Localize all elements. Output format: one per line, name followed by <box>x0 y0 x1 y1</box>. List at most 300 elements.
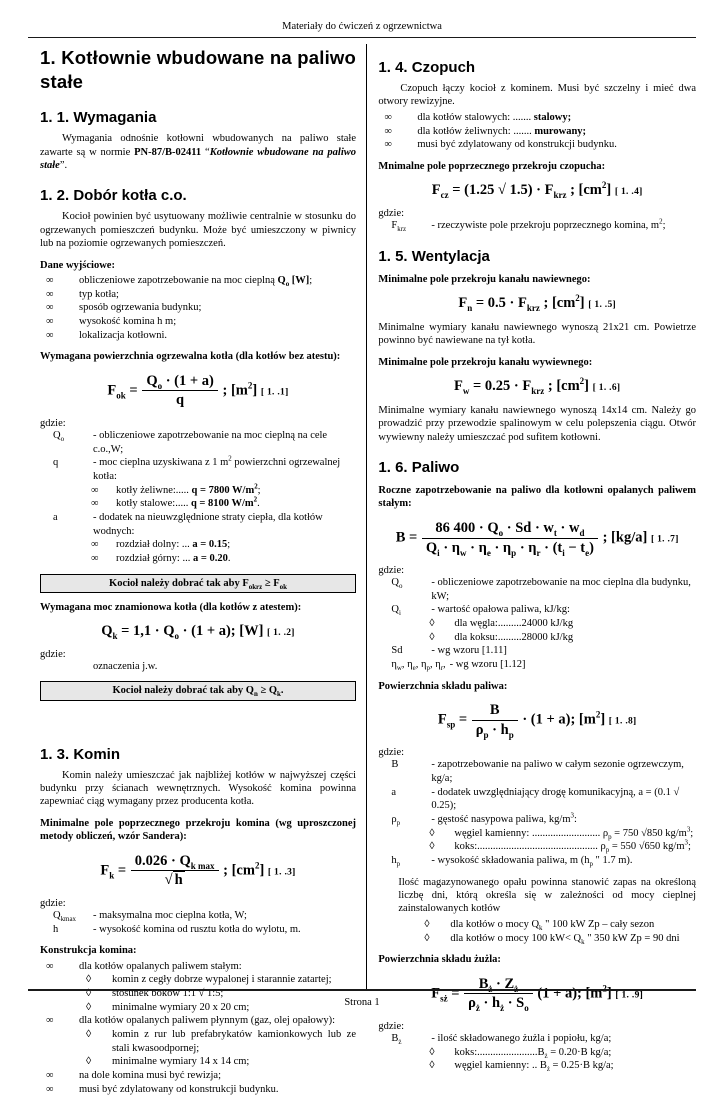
text-run: murowany; <box>534 125 587 137</box>
text-run: Dane wyjściowe: <box>40 259 115 271</box>
text-run: ] <box>579 294 589 311</box>
definition-row <box>391 854 696 868</box>
text-run: ; [cm <box>539 294 576 311</box>
where-label: gdzie: <box>40 898 66 910</box>
text-run: kmax <box>60 916 76 924</box>
bullet-marker-icon: ∞ <box>384 139 392 151</box>
section-heading: 1. 5. Wentylacja <box>378 247 490 265</box>
formula <box>40 853 356 889</box>
text-run: , η <box>415 659 427 671</box>
sqrt <box>173 871 185 888</box>
fraction-numerator <box>472 702 518 721</box>
list-item-text <box>112 1028 356 1055</box>
text-run: Wymagana moc znamionowa kotła (dla kotłów z atestem): <box>40 601 302 613</box>
definition-text <box>431 1032 696 1046</box>
text-run: h <box>391 854 397 866</box>
text-run: 2 <box>579 376 585 387</box>
text-run: dla kotłów opalanych paliwem płynnym (gaz, olej opałowy): <box>79 1015 336 1027</box>
text-run: k <box>112 631 118 641</box>
bullet-marker-icon: ◊ <box>429 827 435 839</box>
text-run: ; <box>257 484 261 496</box>
bold-label <box>378 680 696 693</box>
list-item <box>40 1083 356 1096</box>
definition-sub-item <box>391 631 696 645</box>
text-run: = <box>447 985 464 1002</box>
text-run: krz <box>526 302 540 313</box>
bullet-marker-icon: ∞ <box>384 125 392 137</box>
text-run: p <box>608 833 612 841</box>
left-column <box>40 44 356 1095</box>
definition-term <box>53 909 93 923</box>
text-run: F <box>431 182 441 199</box>
text-run: Minimalne pole poprzecznego przekroju komina (wg uproszczonej metody obliczeń, wzór Sandera): <box>40 817 356 843</box>
text-run: ok <box>116 390 126 401</box>
text-run: koks:.......................B <box>454 1046 545 1058</box>
list-item <box>40 288 356 302</box>
text-run: Kocioł powinien być usytuowany możliwie centralnie w stosunku do ogrzewanych pomieszczeń budynku. Może być umieszczony w piwnicy lub na poziomie ogrzewanych pomieszczeń. <box>40 211 356 250</box>
text-run: Q <box>101 623 113 640</box>
formula <box>378 702 696 738</box>
text-run: q <box>53 457 59 469</box>
bold-label <box>40 259 356 272</box>
list-item-text <box>112 1055 356 1069</box>
text-run: - obliczeniowe zapotrzebowanie na moc cieplna dla budynku, kW; <box>431 577 691 602</box>
text-run: o <box>498 527 504 538</box>
fraction-denominator <box>472 721 518 739</box>
text-run: ; [m <box>218 382 248 399</box>
text-run: Q <box>391 604 399 616</box>
text-run: - wysokość komina od rusztu kotła do wylotu, m. <box>93 923 301 935</box>
text-run: Q <box>53 430 61 442</box>
text-run: a = 0.20 <box>192 552 228 564</box>
definition-term <box>391 603 431 617</box>
definition-sub-item <box>53 538 356 552</box>
document-title: 1. Kotłownie wbudowane na paliwo stałe <box>40 47 356 93</box>
text-run: ] <box>584 377 593 394</box>
text-run: Minimalne wymiary kanału nawiewnego wynoszą 14x14 cm. Należy go prowadzić przy przewodzie spalinowym w celu polepszenia ciągu. Otwór wywiewny należy umieszczać pod sufitem kotłowni. <box>378 404 696 443</box>
definition-sub-item <box>53 484 356 498</box>
text-run: - wartość opałowa paliwa, kJ/kg: <box>431 604 570 616</box>
where-label: gdzie: <box>378 1020 405 1032</box>
where-label: gdzie: <box>40 648 66 660</box>
text-run: węgiel kamienny: .......................... ρ <box>454 827 609 839</box>
text-run: " 1.7 m). <box>592 854 633 866</box>
bullet-marker-icon: ◊ <box>429 1046 435 1058</box>
text-run: = 550 √650 kg/m <box>609 841 685 853</box>
definition-term <box>53 511 93 538</box>
definition-text <box>431 786 696 813</box>
fraction <box>142 373 218 409</box>
definition-sub-item <box>391 1059 696 1073</box>
text-run: krz <box>531 385 545 396</box>
text-run: Powierzchnia składu żużla: <box>378 954 501 966</box>
text-run: a <box>53 511 58 523</box>
definition-text <box>454 840 696 854</box>
definition-sub-item <box>391 827 696 841</box>
formula <box>40 623 356 640</box>
fraction-numerator <box>464 976 533 995</box>
bold-label <box>378 484 696 511</box>
definition-text <box>93 909 356 923</box>
definition-text <box>93 923 356 937</box>
section-heading: 1. 1. Wymagania <box>40 109 157 127</box>
bold-label <box>40 944 356 957</box>
text-run: dla węgla:.........24000 kJ/kg <box>454 618 574 630</box>
definition-list <box>378 576 696 671</box>
text-run: Q <box>53 910 61 922</box>
text-run: · w <box>556 519 580 536</box>
definition-row <box>391 219 696 233</box>
text-run: = 0.5 · F <box>472 294 527 311</box>
formula <box>378 182 696 199</box>
definition-sub-item <box>53 497 356 511</box>
definition-row <box>391 576 696 603</box>
list-item <box>378 932 696 946</box>
text-run: n <box>467 302 473 313</box>
text-run: 86 400 · Q <box>435 519 499 536</box>
text-run: h <box>53 923 59 935</box>
text-run: ok <box>279 583 287 591</box>
text-run: = 1,1 · Q <box>117 623 175 640</box>
text-run: k <box>109 870 115 881</box>
definition-list <box>378 758 696 867</box>
text-run: Ilość magazynowanego opału powinna stanowić zapas na określoną liczbę dni, którą określa się w zależności od mocy cieplnej zainstalowanych kotłów <box>398 876 696 915</box>
list-item <box>40 301 356 315</box>
note-box <box>40 681 356 700</box>
text-run: ; <box>309 275 313 287</box>
definition-text <box>431 219 696 233</box>
definition-text <box>454 1059 696 1073</box>
definition-sub-item <box>391 1046 696 1060</box>
definition-text <box>116 538 356 552</box>
fraction-numerator <box>131 853 219 872</box>
text-run: B <box>489 702 500 719</box>
text-run: F <box>391 219 398 231</box>
text-run: ż <box>488 983 493 994</box>
fraction-numerator <box>142 373 218 392</box>
definition-text <box>431 813 696 827</box>
text-run: B <box>391 759 399 771</box>
bullet-marker-icon: ∞ <box>384 111 392 123</box>
list-item <box>378 125 696 139</box>
text-run: . <box>227 552 231 564</box>
text-run: Roczne zapotrzebowanie na paliwo dla kotłowni opalanych paliwem stałym: <box>378 484 696 510</box>
text-run: oznaczenia j.w. <box>93 660 158 672</box>
definition-text <box>454 827 696 841</box>
text-run: Q <box>425 539 438 556</box>
text-run: q = 8100 W/m <box>190 498 254 510</box>
text-run: Wymagana powierzchnia ogrzewalna kotła (dla kotłów bez atestu): <box>40 351 341 363</box>
text-run: ; <box>662 219 666 231</box>
list-item-text <box>79 288 356 302</box>
text-run: " 350 kW Zp = 90 dni <box>584 932 680 944</box>
text-run: w <box>460 547 467 558</box>
text-run: B = <box>395 529 421 546</box>
text-run: p <box>483 729 489 740</box>
bullet-marker-icon: ◊ <box>86 1029 92 1040</box>
text-run: ”. <box>59 159 68 171</box>
text-run: - dodatek na nieuwzględnione straty ciepła, dla kotłów wodnych: <box>93 511 323 537</box>
fraction-denominator <box>131 871 219 889</box>
text-run: F <box>100 862 110 879</box>
text-run: k max <box>190 860 215 871</box>
definition-term <box>53 456 93 483</box>
text-run: [ 1. .3] <box>267 867 296 878</box>
text-run: ż <box>514 983 519 994</box>
bullet-list <box>378 918 696 945</box>
bold-label <box>378 953 696 966</box>
text-run: = <box>114 862 130 879</box>
text-run: - moc cieplna uzyskiwana z 1 m <box>93 457 229 469</box>
text-run: n <box>253 691 258 699</box>
bold-label <box>40 350 356 363</box>
definition-text <box>116 552 356 566</box>
text-run: a = 0.15 <box>192 539 228 551</box>
text-run: 2 <box>575 293 580 304</box>
definition-term <box>53 923 93 937</box>
definition-row <box>53 456 356 483</box>
list-item <box>40 1055 356 1069</box>
list-item-text <box>79 301 356 315</box>
text-run: komin z rur lub prefabrykatów kamionkowych lub ze stali kwasoodpornej; <box>112 1029 356 1054</box>
text-run: sp <box>446 719 456 730</box>
text-run: rozdział górny: ... <box>116 552 193 564</box>
text-run: · η <box>466 539 487 556</box>
section-heading: 1. 6. Paliwo <box>378 458 460 476</box>
fraction <box>422 520 598 556</box>
text-run: k <box>539 924 543 932</box>
text-run: i <box>437 547 440 558</box>
text-run: komin z cegły dobrze wypalonej i starannie zatartej; <box>112 974 332 986</box>
definition-term <box>53 660 93 674</box>
definition-row <box>53 511 356 538</box>
text-run: 3 <box>686 826 691 834</box>
list-item-text <box>79 1083 356 1096</box>
footer-rule <box>28 989 696 991</box>
text-run: [ 1. .1] <box>260 387 289 398</box>
text-run: q <box>176 392 185 409</box>
text-run: t <box>553 527 557 538</box>
text-run: ; [kg/a] <box>598 529 651 546</box>
list-item-text <box>112 973 356 987</box>
text-run: koks:.............................................. ρ <box>454 841 606 853</box>
text-run: ; <box>690 827 694 839</box>
text-run: dla kotłów żeliwnych: ....... <box>417 125 535 137</box>
text-run: Wymagania odnośnie kotłowni wbudowanych na paliwo stałe zawarte są w normie <box>40 133 356 158</box>
text-run: dla kotłów opalanych paliwem stałym: <box>79 960 242 972</box>
definition-term <box>391 658 449 672</box>
text-run: i <box>398 610 401 618</box>
text-run: wysokość komina h m; <box>79 316 177 328</box>
text-run: dla kotłów o mocy Q <box>450 918 540 930</box>
text-run: ż <box>398 1039 402 1047</box>
list-item-text <box>417 111 696 125</box>
definition-row <box>391 786 696 813</box>
text-run: F <box>454 377 463 394</box>
definition-list <box>40 429 356 565</box>
text-run: obliczeniowe zapotrzebowanie na moc cieplną <box>79 275 278 287</box>
text-run: a <box>391 786 397 798</box>
text-run: k <box>277 691 281 699</box>
list-item <box>40 973 356 987</box>
text-run: ż <box>500 1003 505 1014</box>
text-run: = <box>455 711 471 728</box>
text-run: o <box>157 380 163 391</box>
text-run: = <box>125 382 142 399</box>
fraction <box>131 853 219 889</box>
text-run: - maksymalna moc cieplna kotła, W; <box>93 910 247 922</box>
text-run: = (1.25 √ 1.5) · F <box>448 182 554 199</box>
list-item-text <box>417 125 696 139</box>
text-run: - dodatek uwzględniający drogę komunikacyjną, a = (0.1 √ 0.25); <box>431 786 680 812</box>
text-run: ; [cm <box>219 862 255 879</box>
text-run: Minimalne pole przekroju kanału nawiewnego: <box>378 273 591 285</box>
bullet-list <box>40 960 356 1096</box>
bold-label <box>378 160 696 173</box>
text-run: p <box>426 665 430 673</box>
definition-term <box>391 786 431 813</box>
text-run: e <box>486 547 491 558</box>
definition-row <box>391 603 696 617</box>
sqrt-radicand <box>173 871 185 888</box>
definition-text <box>93 660 356 674</box>
text-run: Q <box>146 372 158 389</box>
definition-row <box>53 429 356 456</box>
text-run: sposób ogrzewania budynku; <box>79 302 202 314</box>
text-run: = 0.20·B kg/a; <box>547 1046 612 1058</box>
text-run: o <box>524 1003 529 1014</box>
list-item-text <box>79 315 356 329</box>
text-run: o <box>60 436 65 444</box>
text-run: o <box>285 281 290 289</box>
text-run: “ <box>201 146 210 158</box>
list-item <box>40 1014 356 1028</box>
text-run: ; <box>227 539 231 551</box>
text-run: ρ <box>475 721 484 738</box>
text-run: Kocioł należy dobrać tak aby F <box>109 577 249 589</box>
bullet-marker-icon: ∞ <box>46 1069 54 1081</box>
definition-sub-item <box>391 617 696 631</box>
definition-list <box>378 219 696 233</box>
definition-row <box>391 813 696 827</box>
text-run: [ 1. .9] <box>615 990 644 1001</box>
text-run: = 0.25 · F <box>469 377 532 394</box>
text-run: ≥ F <box>262 577 280 589</box>
text-run: ] <box>600 711 609 728</box>
definition-text <box>93 511 356 538</box>
bold-label <box>40 817 356 844</box>
text-run: Konstrukcja komina: <box>40 945 137 957</box>
definition-term <box>391 576 431 603</box>
paragraph <box>398 876 696 916</box>
text-run: powierzchni ogrzewalnej kotła: <box>93 457 341 483</box>
text-run: 2 <box>254 860 260 871</box>
text-run: stalowy; <box>533 111 572 123</box>
definition-text <box>93 456 356 483</box>
text-run: ż <box>475 1003 480 1014</box>
definition-text <box>450 658 696 672</box>
text-run: Minimalne pole przekroju kanału wywiewnego: <box>378 356 593 368</box>
bullet-marker-icon: ∞ <box>46 302 54 314</box>
text-run: : <box>573 814 577 825</box>
definition-row <box>53 909 356 923</box>
definition-text <box>431 758 696 785</box>
definition-term <box>53 429 93 456</box>
list-item-text <box>79 960 356 974</box>
bullet-marker-icon: ∞ <box>91 552 99 564</box>
text-run: okrz <box>248 583 263 591</box>
text-run: ] <box>252 382 261 399</box>
bold-label <box>40 601 356 614</box>
text-run: p <box>511 547 517 558</box>
text-run: [ 1. .2] <box>267 628 295 639</box>
definition-row <box>53 923 356 937</box>
definition-text <box>454 617 696 631</box>
text-run: F <box>437 711 447 728</box>
fraction-denominator <box>142 391 218 409</box>
bold-label <box>378 356 696 369</box>
text-run: Sd <box>391 645 403 657</box>
text-run: · η <box>516 539 537 556</box>
text-run: - ilość składowanego żużla i popiołu, kg/a; <box>431 1032 612 1044</box>
text-run: kotły stalowe:..... <box>116 498 191 510</box>
column-divider <box>366 44 367 990</box>
text-run: - wysokość składowania paliwa, m (h <box>431 854 590 866</box>
text-run: o <box>174 631 180 641</box>
text-run: 3 <box>684 839 688 847</box>
text-run: p <box>589 861 593 869</box>
text-run: - wg wzoru [1.11] <box>431 645 507 657</box>
definition-text <box>454 631 696 645</box>
text-run: ] <box>606 182 615 199</box>
formula <box>378 378 696 395</box>
definition-term <box>391 1032 431 1046</box>
list-item-text <box>417 138 696 152</box>
text-run: · (1 + a); [W] <box>179 623 268 640</box>
text-run: 2 <box>247 380 253 391</box>
text-run: [ 1. .7] <box>650 534 679 545</box>
text-run: F <box>431 985 441 1002</box>
text-run: 2 <box>254 483 258 491</box>
text-run: Komin należy umieszczać jak najbliżej kotłów w najwyższej części budynku przy ścianach wewnętrznych. Wysokość komina powinna zapewniać ciąg wymagany przez producenta kotła. <box>40 769 356 808</box>
text-run: e <box>412 665 416 673</box>
bullet-marker-icon: ∞ <box>91 539 99 551</box>
text-run: − t <box>564 539 586 556</box>
list-item <box>40 274 356 288</box>
text-run: krz <box>553 190 567 201</box>
definition-row <box>391 758 696 785</box>
paragraph <box>40 210 356 250</box>
text-run: 2 <box>601 180 607 191</box>
text-run: · (t <box>540 539 563 556</box>
bullet-marker-icon: ◊ <box>424 918 430 930</box>
paragraph <box>40 132 356 172</box>
text-run: na dole komina musi być rewizja; <box>79 1069 222 1081</box>
definition-term <box>391 644 431 658</box>
text-run: 2 <box>602 983 607 994</box>
text-run: - gęstość nasypowa paliwa, kg/m <box>431 814 571 825</box>
bullet-marker-icon: ∞ <box>46 1015 54 1027</box>
text-run: η <box>391 659 397 671</box>
text-run: d <box>579 527 585 538</box>
bullet-marker-icon: ∞ <box>46 960 54 972</box>
text-run: Q <box>277 275 286 287</box>
formula <box>378 520 696 556</box>
where-label: gdzie: <box>378 747 405 759</box>
bullet-marker-icon: ◊ <box>429 618 435 630</box>
text-run: dla kotłów stalowych: ....... <box>417 111 534 123</box>
bullet-marker-icon: ◊ <box>429 631 435 643</box>
